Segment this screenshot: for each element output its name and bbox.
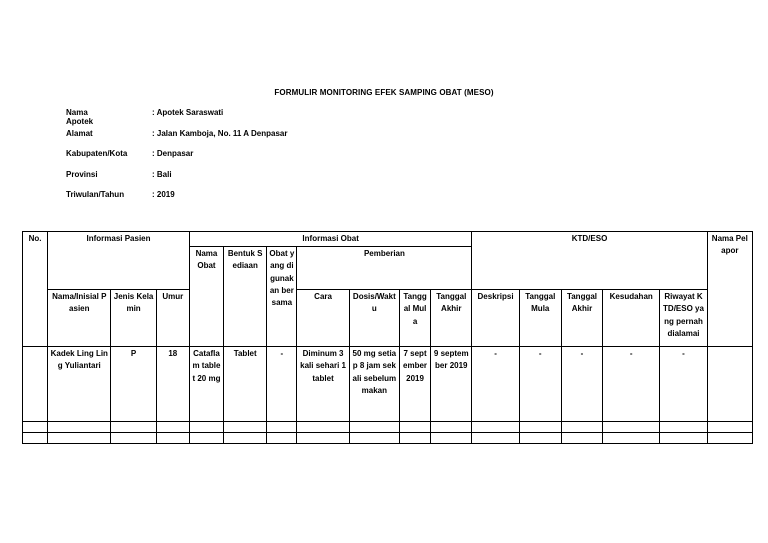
ktd-tanggal-mula-header: Tanggal Mula [519,290,561,347]
cell-pelapor [707,347,752,422]
cell-ktd-akhir: - [561,347,602,422]
col-no-header: No. [23,232,48,347]
cell-deskripsi: - [472,347,519,422]
cell-jenis-kelamin: P [111,347,156,422]
kesudahan-header: Kesudahan [603,290,660,347]
nama-apotek-value: : Apotek Saraswati [152,108,224,117]
cell-ktd-mula: - [519,347,561,422]
provinsi-label: Provinsi [66,169,98,179]
cell-umur: 18 [156,347,189,422]
table-row-empty [23,433,753,444]
dosis-header: Dosis/Waktu [349,290,399,347]
provinsi-value: : Bali [152,169,172,179]
pemberian-header: Pemberian [297,247,472,290]
informasi-pasien-header: Informasi Pasien [48,232,190,290]
cell-riwayat: - [660,347,707,422]
cell-nama-obat: Cataflam tablet 20 mg [189,347,223,422]
alamat-label: Alamat [66,128,93,138]
cell-tgl-mula: 7 september 2019 [399,347,430,422]
kabupaten-value: : Denpasar [152,149,194,158]
nama-apotek-label: Nama Apotek [66,108,94,126]
cell-nama: Kadek Ling Ling Yuliantari [48,347,111,422]
tanggal-mula-header: Tanggal Mula [399,290,430,347]
cara-header: Cara [297,290,349,347]
nama-inisial-header: Nama/Inisial Pasien [48,290,111,347]
jenis-kelamin-header: Jenis Kelamin [111,290,156,347]
cell-obat-bersama: - [267,347,297,422]
alamat-value: : Jalan Kamboja, No. 11 A Denpasar [152,128,288,138]
umur-header: Umur [156,290,189,347]
deskripsi-header: Deskripsi [472,290,519,347]
cell-tgl-akhir: 9 september 2019 [431,347,472,422]
obat-bersama-header: Obat yang digunakan bersama [267,247,297,347]
nama-obat-header: Nama Obat [189,247,223,347]
kabupaten-label: Kabupaten/Kota [66,149,128,158]
table-row [23,347,753,422]
informasi-obat-header: Informasi Obat [189,232,472,247]
riwayat-header: Riwayat KTD/ESO yang pernah dialamai [660,290,707,347]
meso-table [22,231,753,444]
bentuk-sediaan-header: Bentuk Sediaan [224,247,267,347]
nama-pelapor-header: Nama Pelapor [707,232,752,347]
cell-cara: Diminum 3 kali sehari 1 tablet [297,347,349,422]
tanggal-akhir-header: Tanggal Akhir [431,290,472,347]
cell-kesudahan: - [603,347,660,422]
cell-bentuk: Tablet [224,347,267,422]
triwulan-label: Triwulan/Tahun [66,190,125,199]
ktd-tanggal-akhir-header: Tanggal Akhir [561,290,602,347]
triwulan-value: : 2019 [152,190,175,199]
form-title: FORMULIR MONITORING EFEK SAMPING OBAT (MESO) [274,88,494,97]
cell-no [23,347,48,422]
table-row-empty [23,422,753,433]
ktd-eso-header: KTD/ESO [472,232,707,290]
cell-dosis: 50 mg setiap 8 jam sekali sebelum makan [349,347,399,422]
